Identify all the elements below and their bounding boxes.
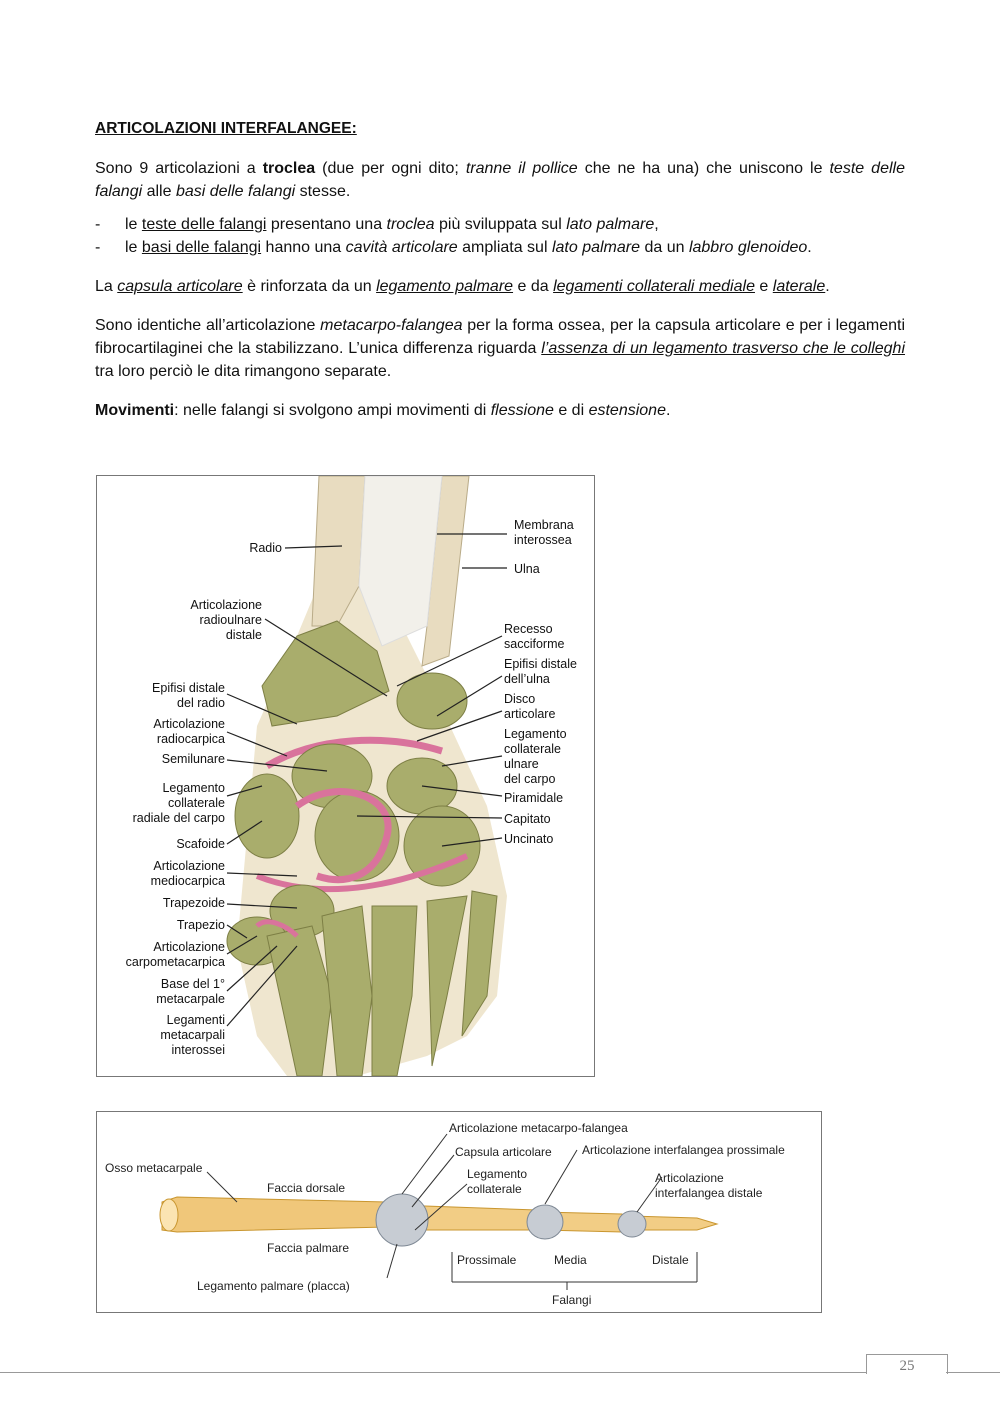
paragraph-metacarpo: Sono identiche all’articolazione metacarpo-falangea per la forma ossea, per la capsula articolare e per i legamenti fibrocartilaginei che la stabilizzano. L’unica differenza riguarda l’assenza di un legamento trasverso che le colleghi tra loro perciò le dita rimangono separate. [95,317,906,380]
label-ulna: Ulna [514,562,540,576]
wrist-anatomy-illustration [97,476,594,1076]
label-disco-articolare: Disco [504,692,536,706]
label-scafoide: Scafoide [176,837,225,851]
label-legamenti-metacarpali: interossei [171,1043,225,1057]
list-item: - le teste delle falangi presentano una troclea più sviluppata sul lato palmare, [95,216,659,233]
label-falangi: Falangi [552,1293,592,1307]
label-prossimale: Prossimale [457,1253,517,1267]
label-trapezoide: Trapezoide [162,896,225,910]
bullet-list [95,213,905,259]
label-epifisi-distale-radio: Epifisi distale [152,681,225,695]
label-radio: Radio [249,541,282,555]
label-membrana-interossea: Membrana [514,518,574,532]
label-articolazione-mediocarpica: Articolazione [153,859,225,873]
label-legamento-collaterale-radiale: radiale del carpo [132,811,225,825]
label-articolazione-carpometacarpica: carpometacarpica [125,955,225,969]
label-legamento-collaterale: collaterale [467,1182,522,1196]
label-membrana-interossea: interossea [514,533,572,547]
label-epifisi-distale-ulna: dell’ulna [504,672,550,686]
label-base-primo-metacarpale: Base del 1° [160,977,225,991]
label-faccia-dorsale: Faccia dorsale [267,1181,346,1195]
label-legamento-palmare: Legamento palmare (placca) [197,1279,350,1293]
footer-rule-left [0,1372,866,1373]
wrist-anatomy-figure [96,475,595,1077]
label-articolazione-mediocarpica: mediocarpica [150,874,225,888]
label-legamento-collaterale-ulnare: del carpo [504,772,556,786]
label-epifisi-distale-ulna: Epifisi distale [504,657,577,671]
label-trapezio: Trapezio [176,918,225,932]
paragraph-intro: Sono 9 articolazioni a troclea (due per ogni dito; tranne il pollice che ne ha una) che uniscono le teste delle falangi alle basi delle falangi stesse. [95,160,905,200]
label-capsula-articolare: Capsula articolare [455,1145,552,1159]
paragraph-capsula: La capsula articolare è rinforzata da un legamento palmare e da legamenti collaterali mediale e laterale. [95,278,830,295]
label-recesso-sacciforme: sacciforme [504,637,565,651]
label-legamento-collaterale: Legamento [467,1167,528,1181]
label-articolazione-radioulnare: Articolazione [190,598,262,612]
label-capitato: Capitato [504,812,551,826]
label-articolazione-radioulnare: distale [225,628,262,642]
label-articolazione-carpometacarpica: Articolazione [153,940,225,954]
finger-joints-figure [96,1111,822,1313]
label-legamento-collaterale-radiale: Legamento [162,781,225,795]
label-articolazione-radiocarpica: Articolazione [153,717,225,731]
label-faccia-palmare: Faccia palmare [267,1241,350,1255]
label-legamento-collaterale-ulnare: Legamento [504,727,567,741]
label-distale: Distale [652,1253,689,1267]
label-media: Media [554,1253,587,1267]
label-piramidale: Piramidale [504,791,564,805]
label-legamento-collaterale-radiale: collaterale [168,796,225,810]
label-legamenti-metacarpali: metacarpali [160,1028,225,1042]
label-legamento-collaterale-ulnare: collaterale [504,742,561,756]
footer-rule-right [946,1372,1000,1373]
section-heading: ARTICOLAZIONI INTERFALANGEE: [95,120,357,137]
paragraph-movimenti: Movimenti: nelle falangi si svolgono ampi movimenti di flessione e di estensione. [95,402,671,419]
label-recesso-sacciforme: Recesso [504,622,553,636]
label-art-interfalangea-prossimale: Articolazione interfalangea prossimale [582,1143,785,1157]
label-epifisi-distale-radio: del radio [177,696,225,710]
list-item: - le basi delle falangi hanno una cavità articolare ampliata sul lato palmare da un labbro glenoideo. [95,239,812,256]
label-articolazione-radioulnare: radioulnare [199,613,262,627]
label-art-interfalangea-distale: interfalangea distale [655,1186,763,1200]
label-uncinato: Uncinato [504,832,554,846]
label-semilunare: Semilunare [161,752,225,766]
label-articolazione-radiocarpica: radiocarpica [156,732,225,746]
label-disco-articolare: articolare [504,707,556,721]
label-osso-metacarpale: Osso metacarpale [105,1161,203,1175]
label-art-interfalangea-distale: Articolazione [655,1171,724,1185]
page-number: 25 [866,1354,948,1374]
finger-joints-illustration [97,1112,821,1312]
label-art-metacarpo-falangea: Articolazione metacarpo-falangea [449,1121,628,1135]
label-legamento-collaterale-ulnare: ulnare [504,757,539,771]
label-legamenti-metacarpali: Legamenti [166,1013,225,1027]
label-base-primo-metacarpale: metacarpale [156,992,225,1006]
